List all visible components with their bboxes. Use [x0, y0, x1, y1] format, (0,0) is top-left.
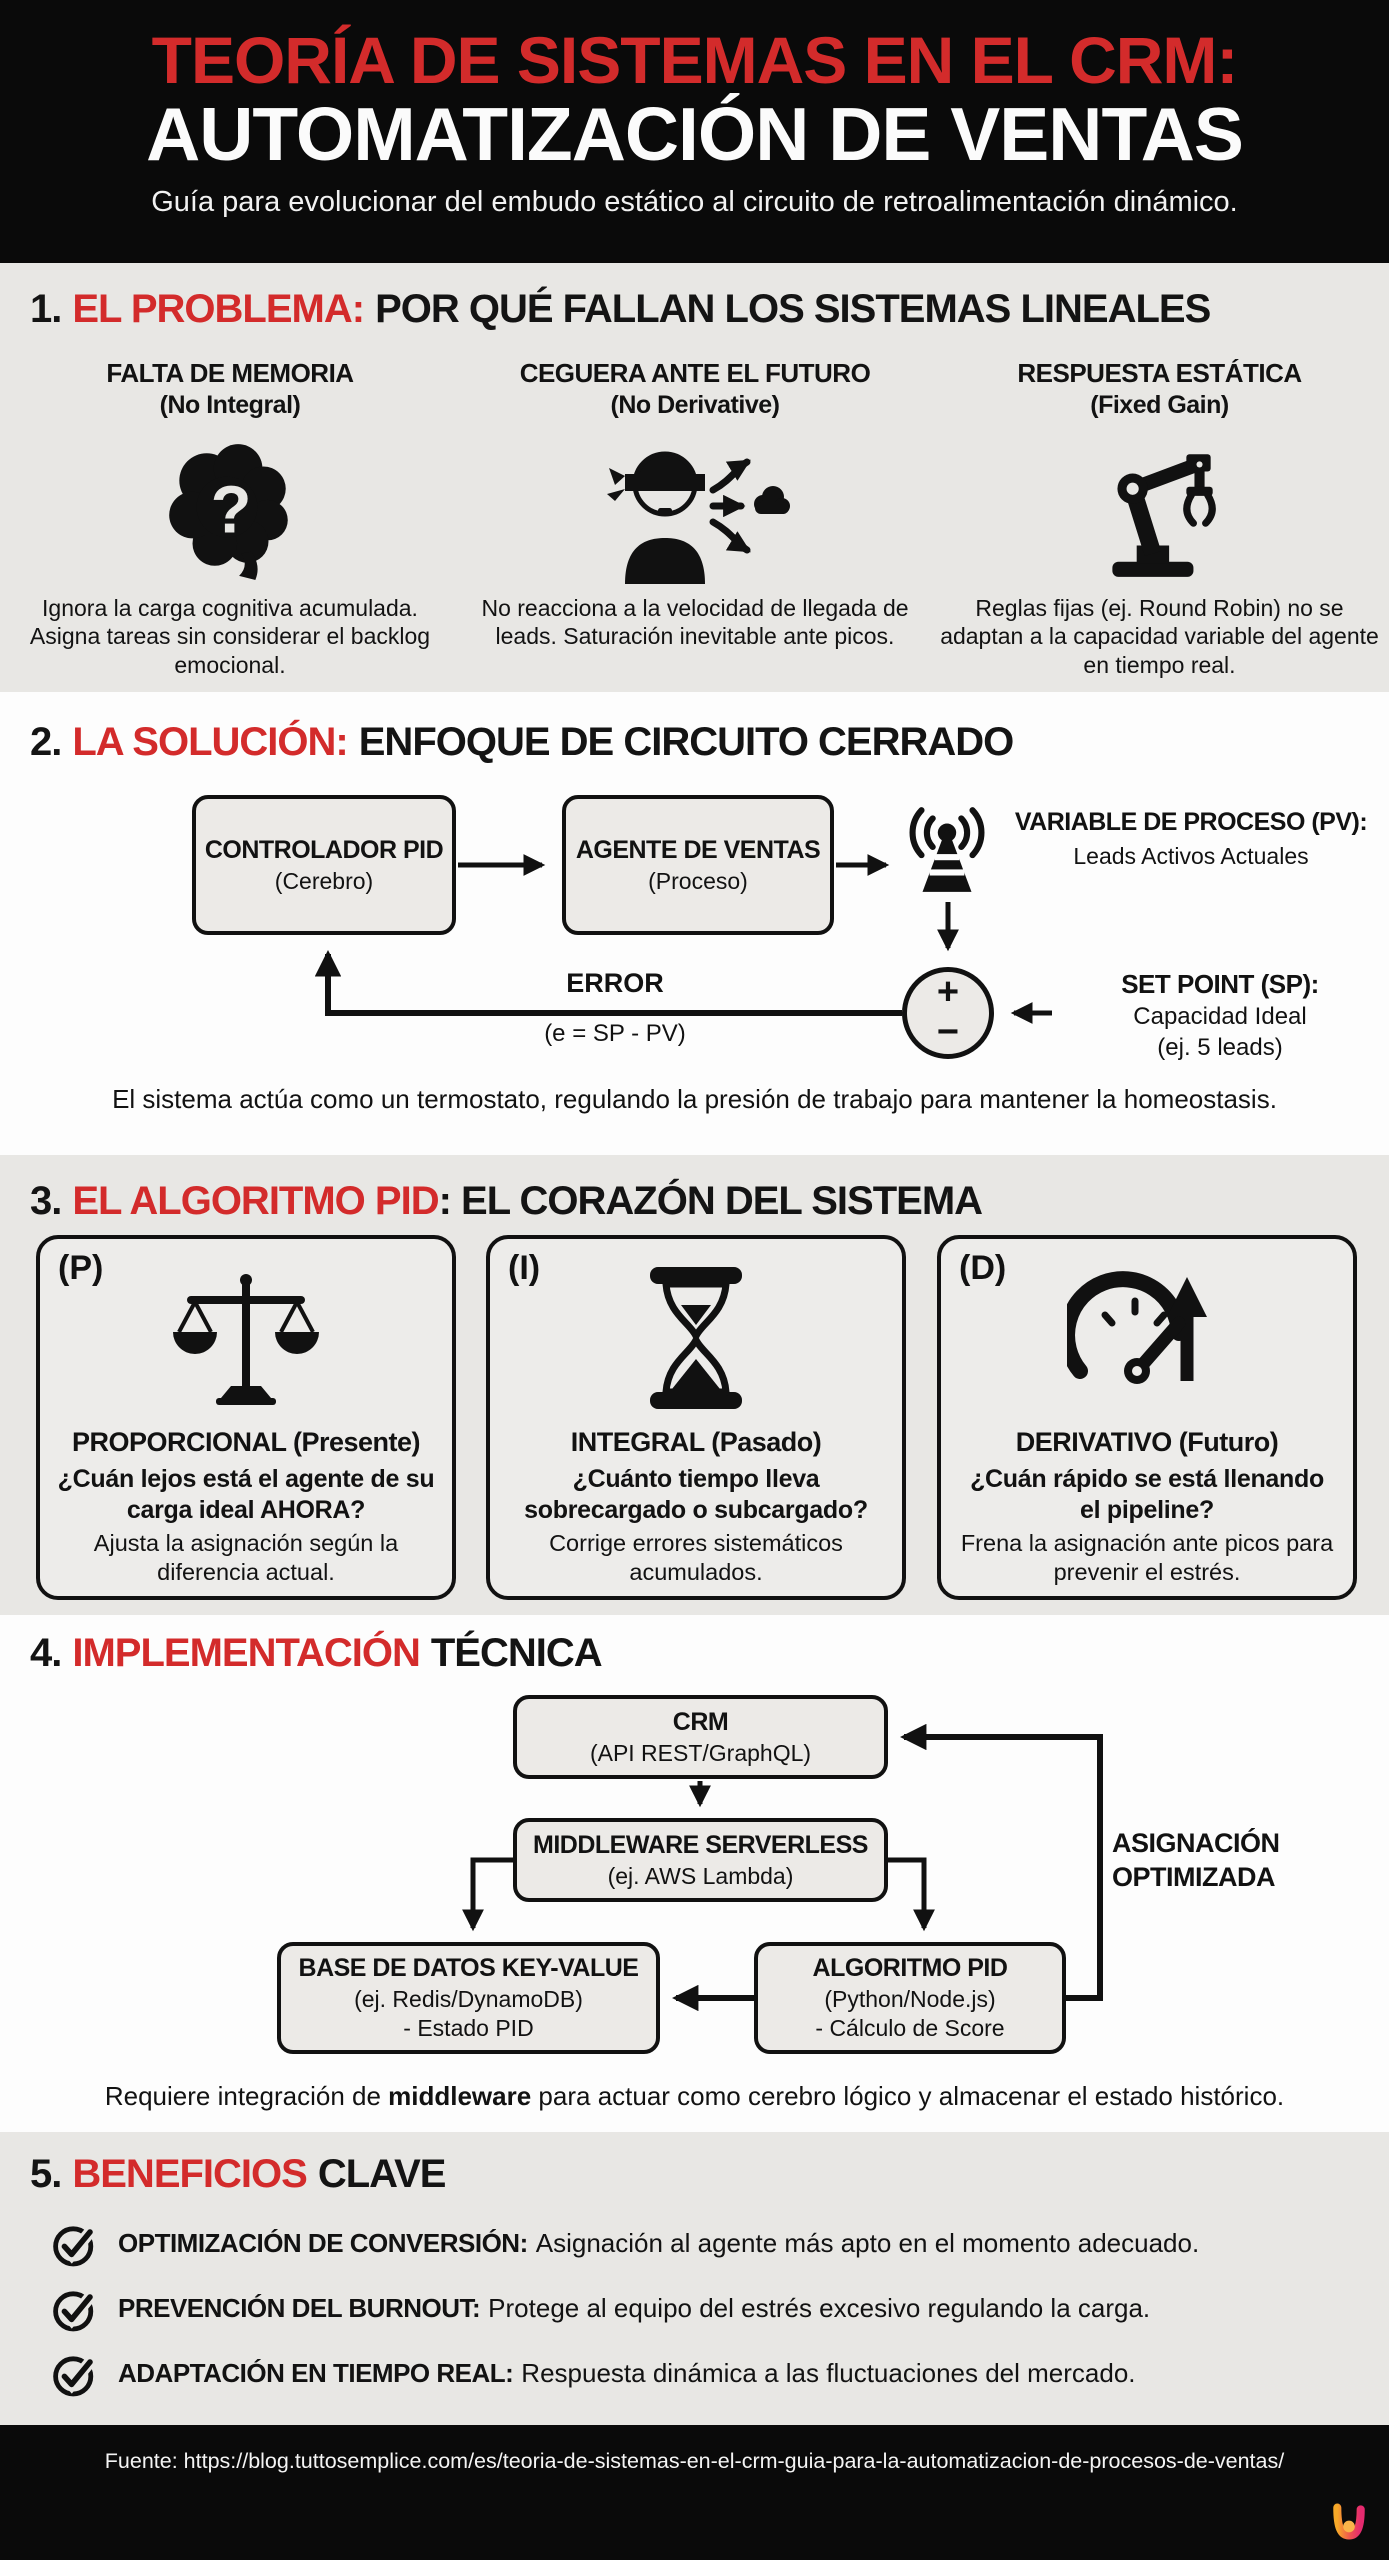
crm-box-title: CRM	[672, 1707, 729, 1736]
benefit-label: OPTIMIZACIÓN DE CONVERSIÓN:	[118, 2228, 528, 2259]
source-url: Fuente: https://blog.tuttosemplice.com/es/teoria-de-sistemas-en-el-crm-guia-para-la-automatizacion-de-procesos-de-ventas/	[104, 2449, 1285, 2473]
feedback-label	[1112, 1827, 1280, 1895]
sp-title: SET POINT (SP):	[1121, 969, 1319, 999]
page-title-red: TEORÍA DE SISTEMAS EN EL CRM:	[151, 23, 1238, 97]
pid-box-sub: (Python/Node.js)	[824, 1985, 996, 2012]
section4-title-red: IMPLEMENTACIÓN	[72, 1631, 420, 1675]
problem-column-memoria	[0, 357, 460, 680]
card-title: PROPORCIONAL (Presente)	[71, 1427, 421, 1457]
section3-title-black: : EL CORAZÓN DEL SISTEMA	[438, 1179, 983, 1223]
controller-box-title: CONTROLADOR PID	[204, 835, 444, 864]
sp-line1: Capacidad Ideal	[1133, 1002, 1307, 1030]
caption-pre: Requiere integración de	[104, 2081, 389, 2111]
benefit-text	[118, 2228, 1199, 2259]
column-description: Ignora la carga cognitiva acumulada. Asigna tareas sin considerar el backlog emocional.	[29, 594, 431, 679]
pv-title: VARIABLE DE PROCESO (PV):	[1014, 808, 1368, 836]
antenna-icon	[900, 798, 994, 905]
benefit-text	[118, 2358, 1136, 2389]
column-title: FALTA DE MEMORIA	[106, 358, 354, 388]
section5-title-red: BENEFICIOS	[72, 2152, 307, 2196]
column-subtitle: (No Integral)	[159, 390, 301, 419]
middleware-box	[513, 1818, 888, 1902]
check-circle-icon	[50, 2285, 98, 2333]
section5-title-black: CLAVE	[317, 2152, 446, 2196]
card-question: ¿Cuán lejos está el agente de su carga ideal AHORA?	[57, 1465, 435, 1524]
caption-bold: middleware	[388, 2081, 532, 2111]
benefit-detail: Respuesta dinámica a las fluctuaciones del mercado.	[521, 2358, 1136, 2389]
card-letter: (I)	[508, 1249, 541, 1287]
check-circle-icon	[50, 2350, 98, 2398]
section3-title-red: EL ALGORITMO PID	[72, 1179, 439, 1223]
agent-box	[562, 795, 834, 935]
card-question: ¿Cuánto tiempo lleva sobrecargado o subcargado?	[524, 1465, 868, 1524]
crm-box-sub: (API REST/GraphQL)	[589, 1739, 812, 1766]
middleware-box-title: MIDDLEWARE SERVERLESS	[533, 1830, 868, 1859]
page-title-white: AUTOMATIZACIÓN DE VENTAS	[146, 92, 1243, 177]
footer	[0, 2425, 1389, 2560]
database-box-sub2: - Estado PID	[403, 2015, 534, 2042]
section2-title-black: ENFOQUE DE CIRCUITO CERRADO	[358, 720, 1014, 764]
section1-heading	[0, 263, 1389, 331]
card-question: ¿Cuán rápido se está llenando el pipeline?	[970, 1465, 1324, 1524]
section4-caption	[0, 2081, 1389, 2112]
hourglass-icon	[490, 1239, 902, 1423]
section-beneficios	[0, 2132, 1389, 2425]
benefit-label: ADAPTACIÓN EN TIEMPO REAL:	[118, 2358, 514, 2389]
section2-number: 2.	[30, 720, 62, 764]
benefit-detail: Asignación al agente más apto en el momento adecuado.	[535, 2228, 1200, 2259]
section4-title-black: TÉCNICA	[430, 1631, 602, 1675]
benefit-item-conversion	[50, 2220, 1389, 2268]
section2-heading	[0, 692, 1389, 764]
card-description: Corrige errores sistemáticos acumulados.	[549, 1530, 843, 1585]
robot-arm-icon	[930, 428, 1389, 588]
benefits-list	[0, 2220, 1389, 2398]
section2-title-red: LA SOLUCIÓN:	[72, 720, 348, 764]
section3-number: 3.	[30, 1179, 62, 1223]
card-proporcional	[36, 1235, 456, 1600]
error-label: ERROR	[566, 968, 664, 998]
database-box-sub: (ej. Redis/DynamoDB)	[354, 1985, 583, 2012]
controller-box-sub: (Cerebro)	[274, 867, 374, 894]
card-derivativo	[937, 1235, 1357, 1600]
column-description: No reacciona a la velocidad de llegada de leads. Saturación inevitable ante picos.	[481, 594, 909, 650]
agent-box-title: AGENTE DE VENTAS	[575, 835, 821, 864]
set-point-label	[1052, 968, 1388, 1063]
column-subtitle: (Fixed Gain)	[1090, 390, 1229, 419]
sum-plus: +	[936, 971, 960, 1013]
card-letter: (P)	[58, 1249, 104, 1287]
problem-column-estatica	[930, 357, 1389, 680]
check-circle-icon	[50, 2220, 98, 2268]
column-title: CEGUERA ANTE EL FUTURO	[519, 358, 871, 388]
benefit-label: PREVENCIÓN DEL BURNOUT:	[118, 2293, 481, 2324]
process-variable-label	[995, 808, 1387, 870]
section1-number: 1.	[30, 287, 62, 331]
agent-box-sub: (Proceso)	[648, 867, 748, 894]
pid-cards	[0, 1235, 1389, 1600]
feedback-label-line1: ASIGNACIÓN	[1112, 1828, 1280, 1858]
card-integral	[486, 1235, 906, 1600]
benefit-item-burnout	[50, 2285, 1389, 2333]
sum-junction	[902, 967, 994, 1059]
section4-number: 4.	[30, 1631, 62, 1675]
caption-post: para actuar como cerebro lógico y almacenar el estado histórico.	[531, 2081, 1285, 2111]
benefit-text	[118, 2293, 1150, 2324]
database-box-title: BASE DE DATOS KEY-VALUE	[298, 1954, 639, 1983]
card-description: Frena la asignación ante picos para prevenir el estrés.	[960, 1530, 1334, 1585]
pid-box-sub2: - Cálculo de Score	[815, 2015, 1005, 2042]
feedback-label-line2: OPTIMIZADA	[1112, 1861, 1275, 1892]
card-title: INTEGRAL (Pasado)	[570, 1427, 822, 1457]
error-formula: (e = SP - PV)	[544, 1020, 686, 1047]
card-description: Ajusta la asignación según la diferencia actual.	[93, 1530, 399, 1585]
section1-title-red: EL PROBLEMA:	[72, 287, 365, 331]
section-implementacion	[0, 1615, 1389, 2132]
section1-title-black: POR QUÉ FALLAN LOS SISTEMAS LINEALES	[375, 287, 1211, 331]
section5-heading	[0, 2132, 1389, 2196]
section-algoritmo	[0, 1155, 1389, 1615]
sp-line2: (ej. 5 leads)	[1157, 1033, 1283, 1061]
card-title: DERIVATIVO (Futuro)	[1015, 1427, 1279, 1457]
brain-question-icon	[0, 428, 460, 588]
controller-box	[192, 795, 456, 935]
problem-column-ceguera	[460, 357, 930, 680]
column-title: RESPUESTA ESTÁTICA	[1017, 358, 1302, 388]
section-problema	[0, 263, 1389, 692]
column-description: Reglas fijas (ej. Round Robin) no se adaptan a la capacidad variable del agente en tiempo real.	[940, 594, 1379, 679]
benefit-item-adaptacion	[50, 2350, 1389, 2398]
middleware-box-sub: (ej. AWS Lambda)	[607, 1862, 794, 1889]
brand-logo	[1331, 2501, 1367, 2543]
svg-text:?: ?	[210, 471, 252, 547]
section3-heading	[0, 1155, 1389, 1223]
pid-box-title: ALGORITMO PID	[812, 1954, 1008, 1983]
section-solucion	[0, 692, 1389, 1155]
section5-number: 5.	[30, 2152, 62, 2196]
sum-minus: −	[936, 1011, 960, 1053]
column-subtitle: (No Derivative)	[610, 390, 780, 419]
database-box	[277, 1942, 660, 2054]
benefit-detail: Protege al equipo del estrés excesivo regulando la carga.	[488, 2293, 1151, 2324]
problem-columns	[0, 357, 1389, 680]
pv-sub: Leads Activos Actuales	[1073, 843, 1309, 869]
pid-box	[754, 1942, 1066, 2054]
page-subtitle: Guía para evolucionar del embudo estático al circuito de retroalimentación dinámico.	[151, 186, 1238, 219]
section4-heading	[0, 1615, 1389, 1675]
section2-caption: El sistema actúa como un termostato, regulando la presión de trabajo para mantener la homeostasis.	[112, 1084, 1277, 1114]
header	[0, 0, 1389, 263]
card-letter: (D)	[959, 1249, 1007, 1287]
blindfolded-person-icon	[460, 428, 930, 588]
crm-box	[513, 1695, 888, 1779]
